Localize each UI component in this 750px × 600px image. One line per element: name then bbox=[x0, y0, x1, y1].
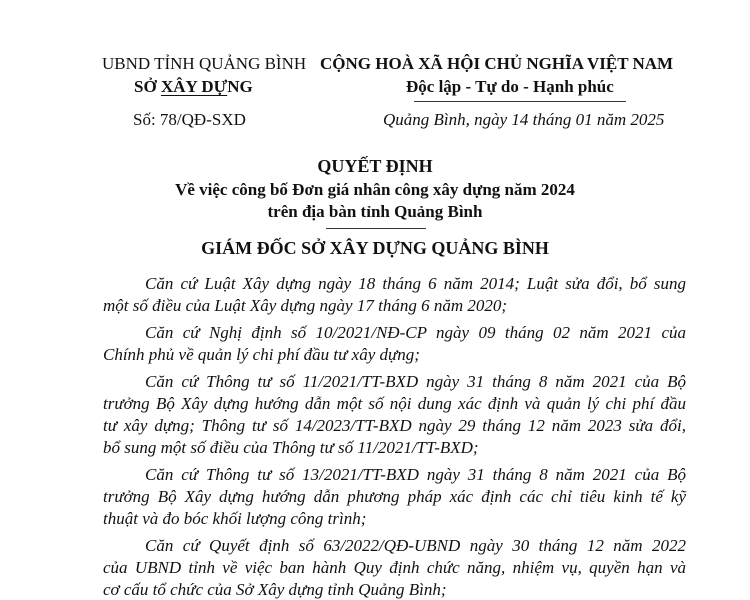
body-line: bổ sung một số điều của Thông tư số 11/2021/TT-BXD; bbox=[103, 438, 479, 457]
body-line: một số điều của Luật Xây dựng ngày 17 tháng 6 năm 2020; bbox=[103, 296, 508, 315]
issuing-department-underlined: XÂY DỰ bbox=[160, 77, 228, 96]
issuer-title: GIÁM ĐỐC SỞ XÂY DỰNG QUẢNG BÌNH bbox=[201, 238, 549, 258]
place-and-date: Quảng Bình, ngày 14 tháng 01 năm 2025 bbox=[383, 110, 665, 129]
issuing-department bbox=[134, 77, 253, 97]
subject-underline bbox=[326, 228, 426, 229]
national-title: CỘNG HOÀ XÃ HỘI CHỦ NGHĨA VIỆT NAM bbox=[320, 54, 674, 73]
issuing-department-suffix: NG bbox=[227, 77, 253, 96]
body-line: trưởng Bộ Xây dựng hướng dẫn phương pháp xác định các chỉ tiêu kinh tế kỹ bbox=[103, 487, 686, 506]
body-line: Căn cứ Quyết định số 63/2022/QĐ-UBND ngày 30 tháng 12 năm 2022 bbox=[145, 536, 686, 555]
document-number: Số: 78/QĐ-SXD bbox=[133, 110, 246, 129]
body-line: Căn cứ Nghị định số 10/2021/NĐ-CP ngày 09 tháng 02 năm 2021 của bbox=[145, 323, 686, 342]
body-line: Căn cứ Thông tư số 13/2021/TT-BXD ngày 31 tháng 8 năm 2021 của Bộ bbox=[145, 465, 686, 484]
decision-subject-line-2: trên địa bàn tỉnh Quảng Bình bbox=[267, 202, 483, 221]
issuing-authority: UBND TỈNH QUẢNG BÌNH bbox=[102, 54, 307, 73]
body-line: Căn cứ Luật Xây dựng ngày 18 tháng 6 năm 2014; Luật sửa đổi, bổ sung bbox=[145, 274, 686, 293]
body-line: tư xây dựng; Thông tư số 14/2023/TT-BXD ngày 29 tháng 12 năm 2023 sửa đổi, bbox=[103, 416, 686, 435]
body-line: thuật và đo bóc khối lượng công trình; bbox=[103, 509, 367, 528]
body-line: trưởng Bộ Xây dựng hướng dẫn một số nội dung xác định và quản lý chi phí đầu bbox=[103, 394, 686, 413]
motto-underline bbox=[414, 101, 626, 102]
body-line: của UBND tỉnh về việc ban hành Quy định chức năng, nhiệm vụ, quyền hạn và bbox=[103, 558, 686, 577]
decision-title: QUYẾT ĐỊNH bbox=[317, 156, 433, 176]
decision-subject-line-1: Về việc công bố Đơn giá nhân công xây dựng năm 2024 bbox=[175, 180, 575, 199]
issuing-department-prefix: SỞ bbox=[134, 77, 161, 96]
national-motto: Độc lập - Tự do - Hạnh phúc bbox=[406, 77, 614, 96]
body-line: Chính phủ về quản lý chi phí đầu tư xây dựng; bbox=[103, 345, 420, 364]
body-line: cơ cấu tổ chức của Sở Xây dựng tỉnh Quảng Bình; bbox=[103, 580, 447, 599]
body-line: Căn cứ Thông tư số 11/2021/TT-BXD ngày 31 tháng 8 năm 2021 của Bộ bbox=[145, 372, 686, 391]
